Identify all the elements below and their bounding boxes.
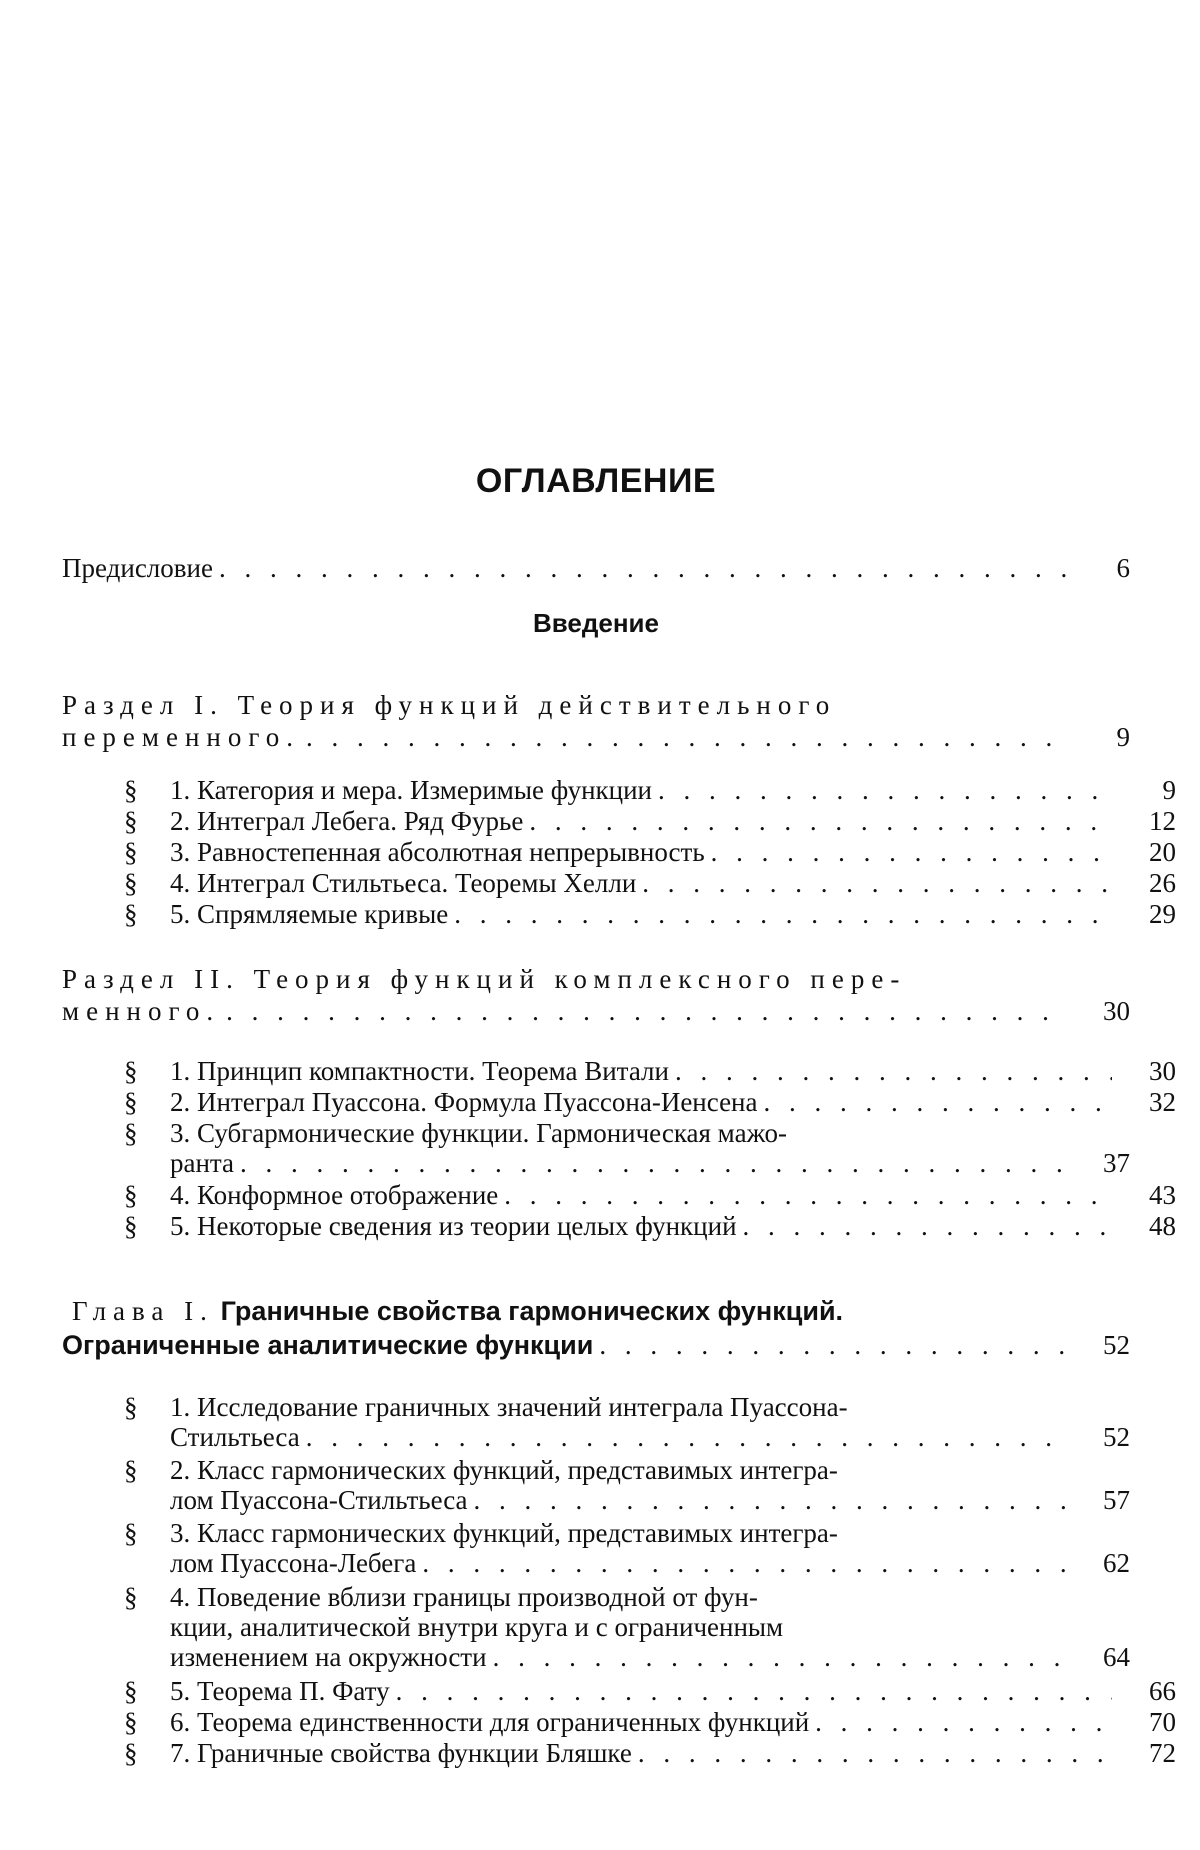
page-number: 6	[1116, 553, 1130, 583]
entry-text: Стильтьеса	[170, 1422, 300, 1452]
entry-text: Ограниченные аналитические функции	[62, 1330, 594, 1360]
section-mark: §	[124, 837, 138, 867]
leader-dots	[737, 1211, 1112, 1241]
page-number: 70	[1149, 1707, 1176, 1737]
section-mark: §	[124, 1056, 138, 1086]
leader-dots	[416, 1548, 1066, 1578]
page-number: 72	[1149, 1738, 1176, 1768]
page-number: 48	[1149, 1211, 1176, 1241]
section-mark: §	[124, 1707, 138, 1737]
chapter-prefix: Глава I.	[72, 1296, 214, 1326]
leader-dots	[487, 1642, 1066, 1672]
page-number: 43	[1149, 1180, 1176, 1210]
page-number: 12	[1149, 806, 1176, 836]
section-mark: §	[124, 1676, 138, 1706]
entry-text: 2. Интеграл Лебега. Ряд Фурье	[170, 806, 524, 836]
toc-entry-part2	[62, 964, 1130, 1026]
entry-text: 5. Теорема П. Фату	[170, 1676, 390, 1706]
entry-text-line1: Раздел II. Теория функций комплексного пере-	[62, 964, 907, 994]
leader-dots	[809, 1707, 1112, 1737]
entry-text-line1: 1. Исследование граничных значений интеграла Пуассона-	[170, 1392, 848, 1422]
leader-dots	[652, 775, 1112, 805]
entry-text: Предисловие	[62, 553, 213, 583]
entry-text: 3. Равностепенная абсолютная непрерывность	[170, 837, 705, 867]
page-number: 57	[1103, 1485, 1130, 1515]
chapter-heading-line1	[62, 1296, 1130, 1326]
entry-text: ранта	[170, 1148, 235, 1178]
entry-text: 4. Конформное отображение	[170, 1180, 499, 1210]
entry-text: лом Пуассона-Лебега	[170, 1548, 417, 1578]
section-mark: §	[124, 899, 138, 929]
page-number: 64	[1103, 1642, 1130, 1672]
entry-text: 7. Граничные свойства функции Бляшке	[170, 1738, 632, 1768]
section-mark: §	[124, 1087, 138, 1117]
leader-dots	[220, 996, 1066, 1026]
section-mark: §	[124, 1211, 138, 1241]
section-mark: §	[124, 775, 138, 805]
page-number: 9	[1162, 775, 1176, 805]
entry-text-line1: 2. Класс гармонических функций, представимых интегра-	[170, 1455, 838, 1485]
page-number: 30	[1103, 996, 1130, 1026]
section-mark: §	[124, 1180, 138, 1210]
leader-dots	[300, 1422, 1066, 1452]
entry-text: 4. Интеграл Стильтьеса. Теоремы Хелли	[170, 868, 637, 898]
leader-dots	[593, 1330, 1066, 1360]
section-mark: §	[124, 1455, 138, 1485]
entry-text-line1: Раздел I. Теория функций действительного	[62, 690, 837, 720]
leader-dots	[448, 899, 1112, 929]
leader-dots	[213, 553, 1066, 583]
section-mark: §	[124, 1392, 138, 1422]
introduction-heading: Введение	[533, 608, 659, 638]
entry-text: переменного.	[62, 722, 301, 752]
entry-text: 1. Принцип компактности. Теорема Витали	[170, 1056, 669, 1086]
entry-text: 6. Теорема единственности для ограниченных функций	[170, 1707, 810, 1737]
page-title: ОГЛАВЛЕНИЕ	[475, 462, 717, 500]
leader-dots	[468, 1485, 1066, 1515]
section-mark: §	[124, 1738, 138, 1768]
page-number: 9	[1116, 722, 1130, 752]
leader-dots	[758, 1087, 1113, 1117]
page-number: 30	[1149, 1056, 1176, 1086]
toc-page	[62, 0, 1176, 1850]
section-mark: §	[124, 806, 138, 836]
section-mark: §	[124, 1118, 138, 1148]
toc-entry-preface	[62, 553, 1130, 583]
leader-dots	[632, 1738, 1112, 1768]
page-number: 52	[1103, 1422, 1130, 1452]
toc-entry-chapter1	[62, 1296, 1130, 1360]
entry-text: менного.	[62, 996, 221, 1026]
entry-text: лом Пуассона-Стильтьеса	[170, 1485, 468, 1515]
toc-entry-part1	[62, 690, 1130, 752]
entry-text-line1: 4. Поведение вблизи границы производной от фун-	[170, 1582, 758, 1612]
leader-dots	[300, 722, 1066, 752]
leader-dots	[669, 1056, 1112, 1086]
page-number: 29	[1149, 899, 1176, 929]
chapter-title: Граничные свойства гармонических функций.	[220, 1296, 844, 1326]
leader-dots	[523, 806, 1112, 836]
page-number: 62	[1103, 1548, 1130, 1578]
entry-text: 5. Некоторые сведения из теории целых функций	[170, 1211, 737, 1241]
page-number: 66	[1149, 1676, 1176, 1706]
leader-dots	[498, 1180, 1112, 1210]
section-mark: §	[124, 868, 138, 898]
entry-text-line1: 3. Класс гармонических функций, представимых интегра-	[170, 1518, 838, 1548]
section-mark: §	[124, 1518, 138, 1548]
leader-dots	[390, 1676, 1112, 1706]
page-number: 32	[1149, 1087, 1176, 1117]
entry-text: 1. Категория и мера. Измеримые функции	[170, 775, 652, 805]
entry-text: 2. Интеграл Пуассона. Формула Пуассона-Иенсена	[170, 1087, 758, 1117]
section-mark: §	[124, 1582, 138, 1612]
page-number: 20	[1149, 837, 1176, 867]
leader-dots	[234, 1148, 1066, 1178]
entry-text: изменением на окружности	[170, 1642, 487, 1672]
leader-dots	[636, 868, 1112, 898]
page-number: 52	[1103, 1330, 1130, 1360]
entry-text-line1: 3. Субгармонические функции. Гармоническая мажо-	[170, 1118, 788, 1148]
entry-text-line2: кции, аналитической внутри круга и с ограниченным	[170, 1612, 784, 1642]
entry-text: 5. Спрямляемые кривые	[170, 899, 449, 929]
page-number: 26	[1149, 868, 1176, 898]
leader-dots	[705, 837, 1112, 867]
page-number: 37	[1103, 1148, 1130, 1178]
